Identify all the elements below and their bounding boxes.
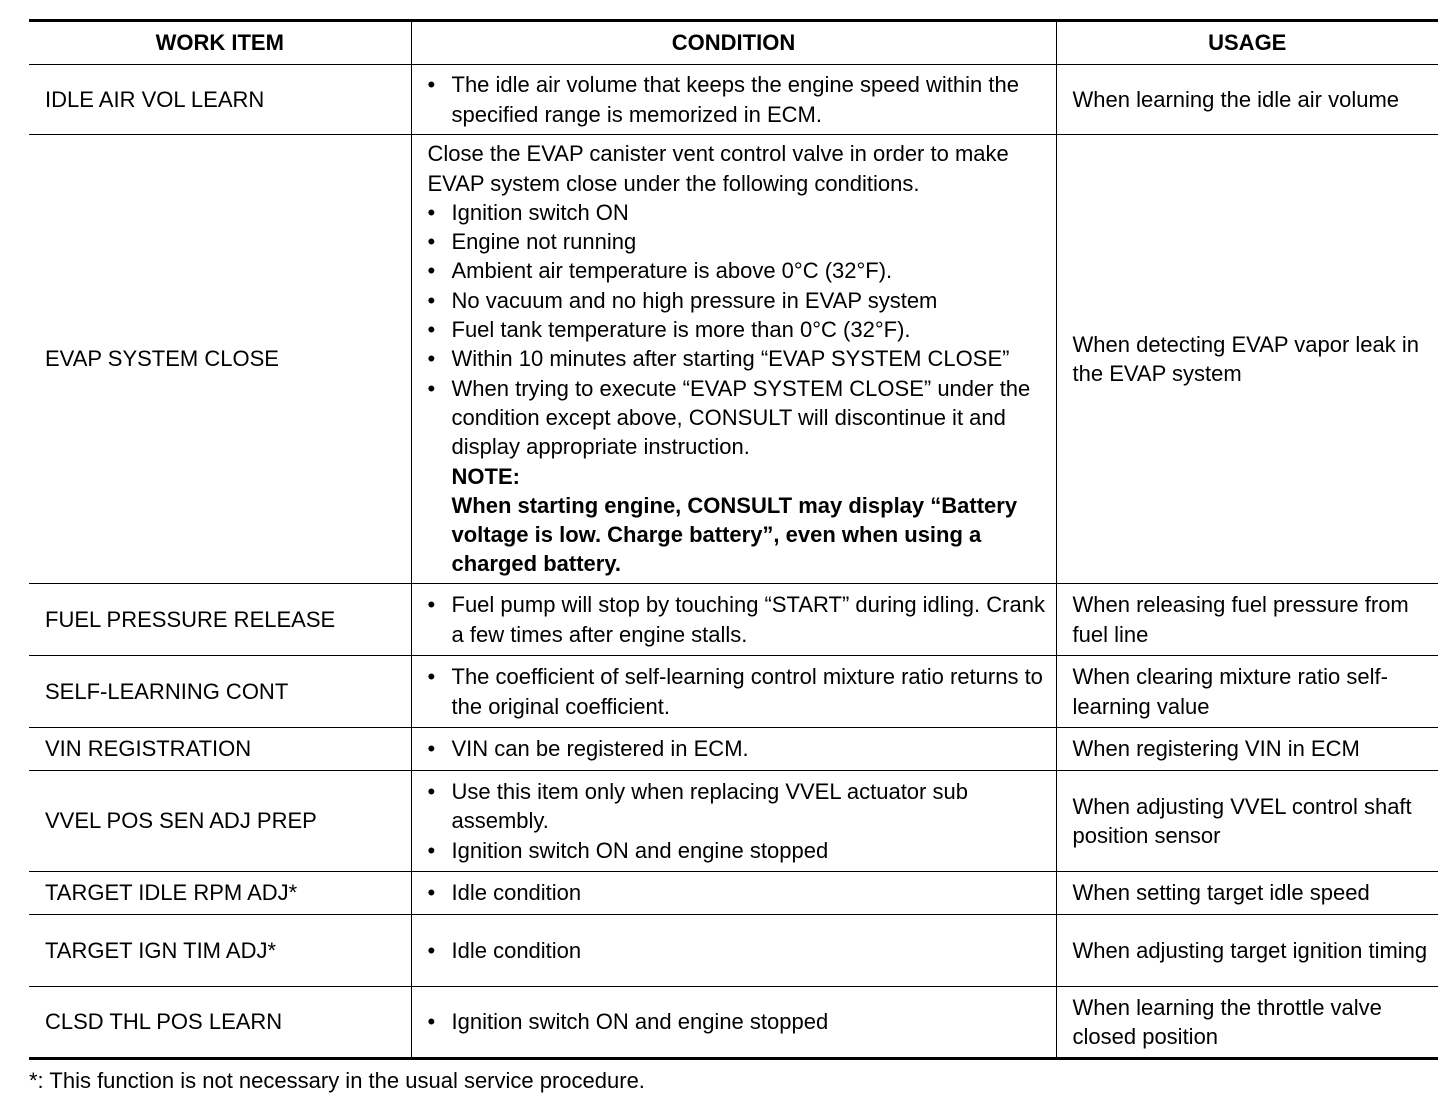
condition-cell [411,872,1056,915]
usage-cell: When setting target idle speed [1056,872,1438,915]
condition-intro: Close the EVAP canister vent control valve in order to make EVAP system close under the following conditions. [427,141,1009,196]
condition-bullet: • Ambient air temperature is above 0°C (32°F). [428,256,1046,285]
header-condition: CONDITION [411,21,1056,65]
condition-bullet: • No vacuum and no high pressure in EVAP system [428,286,1046,315]
table-row [29,656,1438,728]
table-row [29,135,1438,584]
condition-bullet: • When trying to execute “EVAP SYSTEM CLOSE” under the condition except above, CONSULT will discontinue it and display appropriate instruction. [428,374,1046,462]
condition-bullet: • Engine not running [428,227,1046,256]
table-row [29,65,1438,135]
condition-cell [411,656,1056,728]
work-item-cell: VIN REGISTRATION [29,728,411,771]
condition-cell [411,987,1056,1059]
table-header-row [29,21,1438,65]
work-item-cell: IDLE AIR VOL LEARN [29,65,411,135]
usage-cell: When learning the idle air volume [1056,65,1438,135]
table-row [29,771,1438,872]
work-item-cell: TARGET IGN TIM ADJ* [29,915,411,987]
work-item-cell: EVAP SYSTEM CLOSE [29,135,411,584]
work-item-cell: SELF-LEARNING CONT [29,656,411,728]
usage-cell: When adjusting VVEL control shaft position sensor [1056,771,1438,872]
header-work-item: WORK ITEM [29,21,411,65]
condition-bullet: • Idle condition [428,878,1046,907]
work-support-document [29,19,1438,1095]
condition-cell [411,584,1056,656]
condition-bullet: • Within 10 minutes after starting “EVAP SYSTEM CLOSE” [428,344,1046,373]
work-support-table [29,19,1438,1060]
table-row [29,584,1438,656]
condition-cell [411,135,1056,584]
usage-cell: When clearing mixture ratio self-learning value [1056,656,1438,728]
table-body [29,65,1438,1059]
condition-cell [411,771,1056,872]
table-row [29,915,1438,987]
work-item-cell: FUEL PRESSURE RELEASE [29,584,411,656]
table-row [29,987,1438,1059]
condition-bullet: • Ignition switch ON and engine stopped [428,1007,1046,1036]
note-label: NOTE: [451,463,520,489]
condition-cell [411,728,1056,771]
table-row [29,728,1438,771]
usage-cell: When releasing fuel pressure from fuel line [1056,584,1438,656]
condition-bullet: • The coefficient of self-learning control mixture ratio returns to the original coefficient. [428,662,1046,721]
usage-cell: When learning the throttle valve closed position [1056,987,1438,1059]
condition-bullet: • Fuel tank temperature is more than 0°C (32°F). [428,315,1046,344]
header-usage: USAGE [1056,21,1438,65]
footnote: *: This function is not necessary in the usual service procedure. [29,1068,645,1093]
usage-cell: When registering VIN in ECM [1056,728,1438,771]
condition-bullet: • Fuel pump will stop by touching “START” during idling. Crank a few times after engine stalls. [428,590,1046,649]
condition-bullet: • VIN can be registered in ECM. [428,734,1046,763]
work-item-cell: TARGET IDLE RPM ADJ* [29,872,411,915]
table-row [29,872,1438,915]
condition-bullet: • The idle air volume that keeps the engine speed within the specified range is memorized in ECM. [428,70,1046,129]
condition-bullet: • Use this item only when replacing VVEL actuator sub assembly. [428,777,1046,836]
work-item-cell: VVEL POS SEN ADJ PREP [29,771,411,872]
work-item-cell: CLSD THL POS LEARN [29,987,411,1059]
note-text: When starting engine, CONSULT may display “Battery voltage is low. Charge battery”, even when using a charged battery. [451,492,1018,577]
condition-bullet: • Ignition switch ON [428,198,1046,227]
condition-cell [411,65,1056,135]
condition-bullet: • Ignition switch ON and engine stopped [428,836,1046,865]
usage-cell: When detecting EVAP vapor leak in the EVAP system [1056,135,1438,584]
condition-cell [411,915,1056,987]
condition-bullet: • Idle condition [428,936,1046,965]
usage-cell: When adjusting target ignition timing [1056,915,1438,987]
